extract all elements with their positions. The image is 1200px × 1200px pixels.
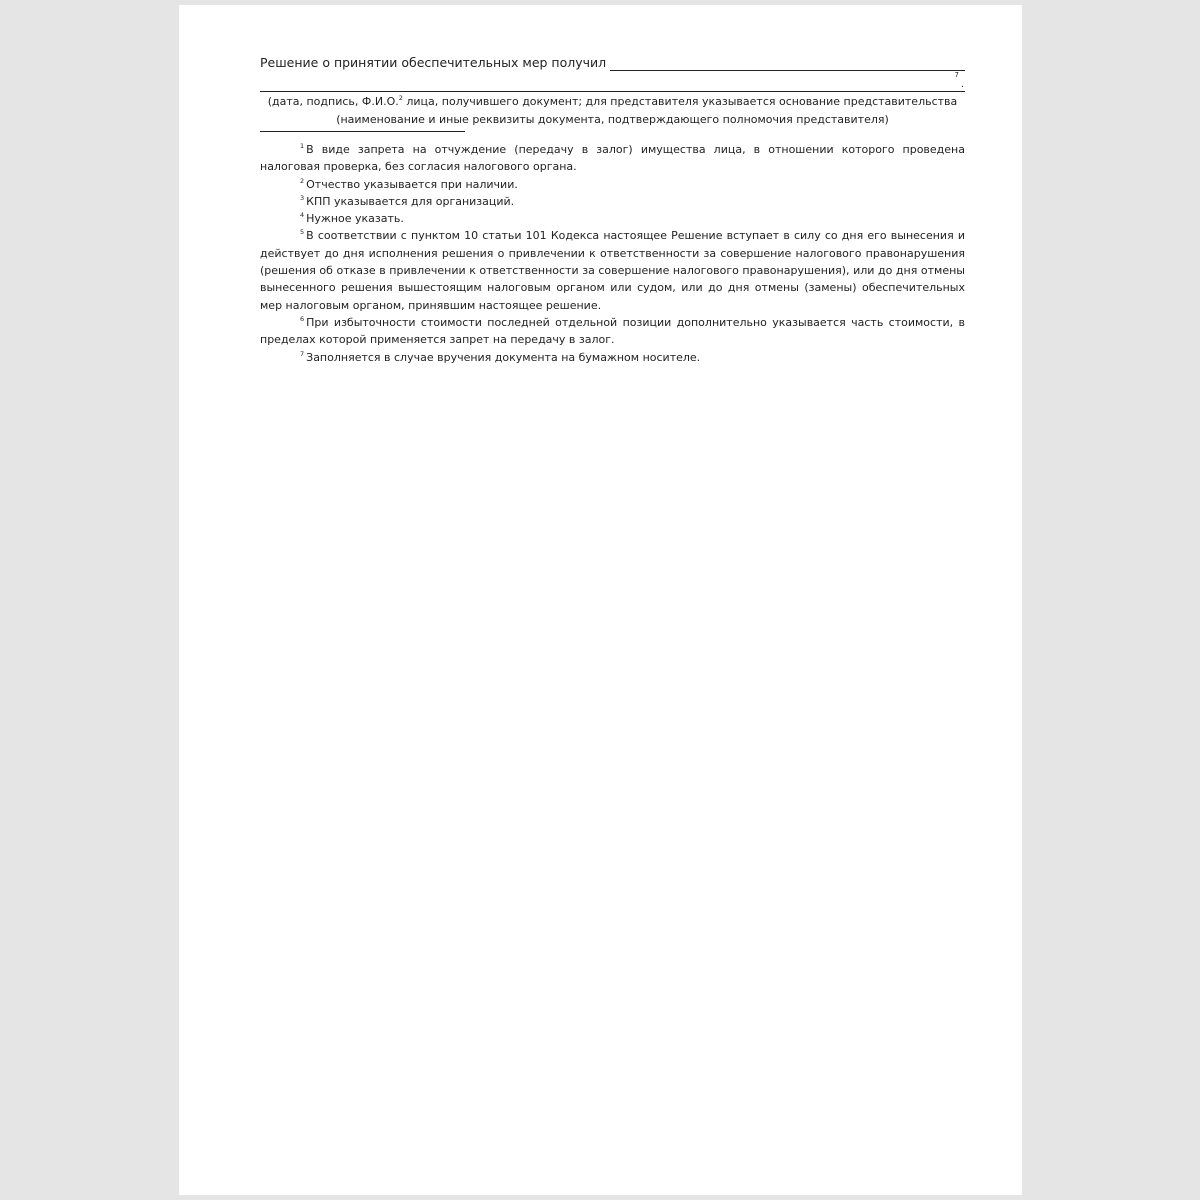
footnotes: [260, 141, 965, 366]
footnote-2: [260, 176, 965, 193]
footnote-3: [260, 193, 965, 210]
document-content: [260, 51, 965, 366]
footnote-mark: 3: [300, 193, 305, 202]
footnote-7: [260, 349, 965, 366]
footnote-text: Нужное указать.: [306, 212, 404, 226]
signature-caption-line1: [260, 93, 965, 111]
footnote-text: В соответствии с пунктом 10 статьи 101 Кодекса настоящее Решение вступает в силу со дня его вынесения и действует до дня исполнения решения о привлечении к ответственности за совершение налогового правонарушения (решения об отказе в привлечении к ответственности за совершение налогового правонарушения), или до дня отмены вынесенного решения вышестоящим налоговым органом или судом, или до дня отмены (замены) обеспечительных мер налоговым органом, принявшим настоящее решение.: [260, 229, 965, 312]
received-by-blank-line: [610, 51, 965, 71]
footnote-mark: 7: [300, 349, 305, 358]
footnote-1: [260, 141, 965, 176]
footnote-text: Отчество указывается при наличии.: [306, 177, 518, 191]
footnote-separator: [260, 131, 465, 132]
footnote-5: [260, 227, 965, 313]
footnote-mark: 2: [300, 176, 305, 185]
signature-caption: [260, 93, 965, 129]
signature-line: [260, 71, 965, 92]
footnote-text: Заполняется в случае вручения документа на бумажном носителе.: [306, 350, 701, 364]
caption-footnote-mark: 2: [398, 94, 403, 102]
received-by-label: Решение о принятии обеспечительных мер получил: [260, 55, 607, 70]
footnote-mark-7: 7: [954, 71, 959, 79]
footnote-mark: 5: [300, 228, 305, 237]
footnote-6: [260, 314, 965, 349]
footnote-mark: 1: [300, 142, 305, 150]
footnote-text: В виде запрета на отчуждение (передачу в залог) имущества лица, в отношении которого проведена налоговая проверка, без согласия налогового органа.: [260, 143, 965, 174]
signature-caption-line2: (наименование и иные реквизиты документа, подтверждающего полномочия представителя): [336, 113, 889, 126]
footnote-mark: 6: [300, 314, 305, 323]
caption-text-end: лица, получившего документ; для представителя указывается основание представительства: [402, 95, 958, 108]
footnote-4: [260, 210, 965, 227]
footnote-mark: 4: [300, 211, 305, 220]
footnote-text: При избыточности стоимости последней отдельной позиции дополнительно указывается часть стоимости, в пределах которой применяется запрет на передачу в залог.: [260, 315, 965, 347]
received-by-row: [260, 51, 965, 71]
signature-line-period: .: [960, 79, 964, 90]
footnote-text: КПП указывается для организаций.: [306, 194, 515, 208]
document-page: [179, 5, 1022, 1195]
caption-text-start: (дата, подпись, Ф.И.О.: [267, 95, 399, 108]
